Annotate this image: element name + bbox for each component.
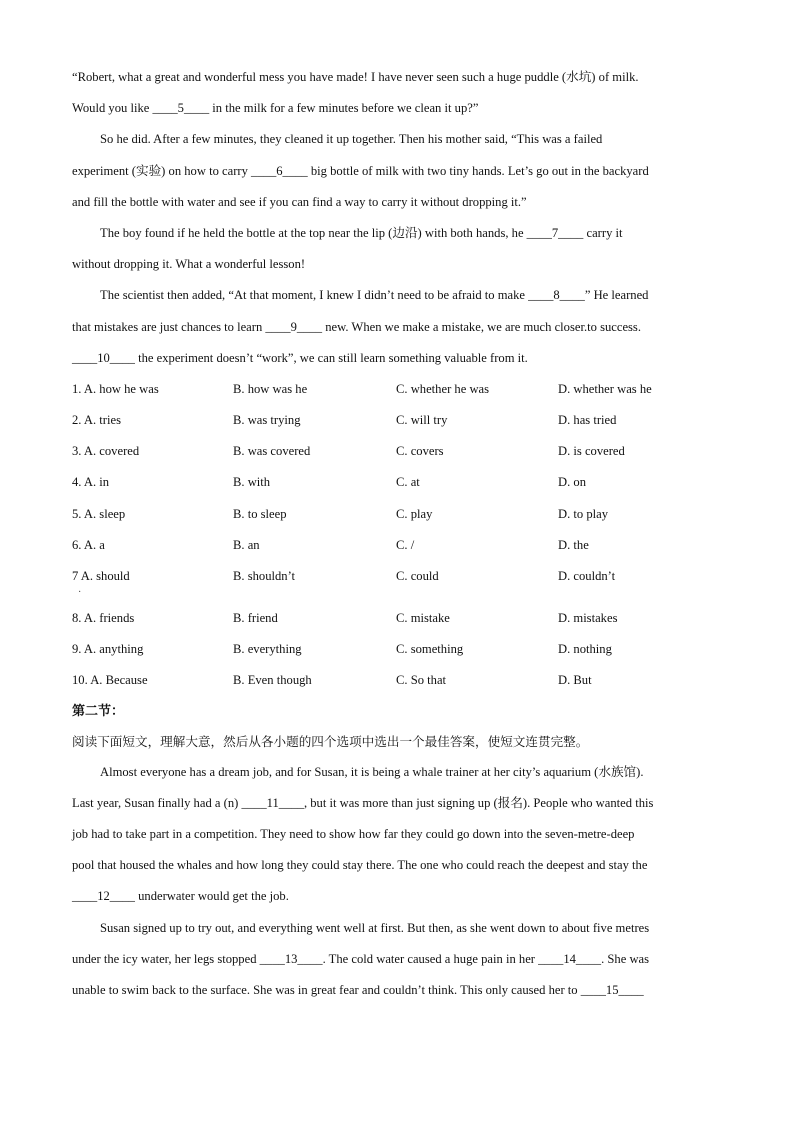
passage-line: experiment (实验) on how to carry ____6____ big bottle of milk with two tiny hands. Let’s go out in the backyard — [72, 163, 649, 178]
question-row — [72, 407, 724, 438]
option-d: D. on — [558, 475, 586, 490]
question-row — [72, 667, 724, 698]
option-b: B. with — [233, 475, 271, 490]
option-a: 7 A. should — [72, 569, 130, 583]
stray-dot: · — [78, 587, 82, 598]
passage-line: job had to take part in a competition. They need to show how far they could go down into the seven-metre-deep — [72, 826, 635, 841]
option-c: C. at — [396, 475, 420, 490]
option-c: C. covers — [396, 444, 444, 459]
passage-line: Almost everyone has a dream job, and for Susan, it is being a whale trainer at her city’s aquarium (水族馆). — [100, 764, 644, 779]
option-b: B. to sleep — [233, 506, 287, 521]
question-row — [72, 563, 724, 605]
option-d: D. couldn’t — [558, 569, 616, 583]
passage-line: ____10____ the experiment doesn’t “work”, we can still learn something valuable from it. — [72, 350, 528, 365]
option-c: C. will try — [396, 413, 448, 428]
question-row — [72, 376, 724, 407]
option-d: D. is covered — [558, 444, 625, 459]
option-a: 9. A. anything — [72, 642, 144, 657]
question-options — [72, 376, 724, 699]
passage-1 — [72, 64, 724, 376]
option-d: D. mistakes — [558, 611, 618, 625]
option-d: D. has tried — [558, 413, 617, 428]
passage-line: ____12____ underwater would get the job. — [72, 889, 289, 904]
passage-line: and fill the bottle with water and see if you can find a way to carry it without dropping it.” — [72, 194, 527, 209]
option-c: C. / — [396, 537, 415, 552]
option-a: 3. A. covered — [72, 444, 140, 459]
passage-line: The scientist then added, “At that moment, I knew I didn’t need to be afraid to make ____8____” He learned — [100, 288, 649, 303]
passage-line: Susan signed up to try out, and everything went well at first. But then, as she went down to about five metres — [100, 920, 650, 935]
section-instruction: 阅读下面短文，理解大意，然后从各小题的四个选项中选出一个最佳答案，使短文连贯完整。 — [72, 733, 589, 749]
option-d: D. to play — [558, 506, 609, 521]
option-b: B. an — [233, 537, 260, 552]
option-c: C. mistake — [396, 611, 450, 625]
option-d: D. But — [558, 673, 592, 688]
passage-2 — [72, 759, 724, 1009]
option-a: 6. A. a — [72, 537, 105, 552]
question-row — [72, 636, 724, 667]
section-title: 第二节： — [72, 703, 125, 719]
question-row — [72, 532, 724, 563]
passage-line: So he did. After a few minutes, they cleaned it up together. Then his mother said, “This was a failed — [100, 132, 603, 147]
option-c: C. whether he was — [396, 381, 490, 396]
option-b: B. was covered — [233, 444, 311, 459]
option-a: 10. A. Because — [72, 673, 148, 688]
option-d: D. nothing — [558, 642, 612, 657]
option-a: 5. A. sleep — [72, 506, 126, 521]
passage-line: under the icy water, her legs stopped ____13____. The cold water caused a huge pain in her ____14____. She was — [72, 951, 650, 966]
option-b: B. how was he — [233, 381, 308, 396]
option-c: C. something — [396, 642, 464, 657]
option-c: C. So that — [396, 673, 447, 688]
passage-line: unable to swim back to the surface. She was in great fear and couldn’t think. This only caused her to ____15____ — [72, 982, 644, 997]
option-b: B. was trying — [233, 413, 301, 428]
option-a: 4. A. in — [72, 475, 110, 490]
option-b: B. Even though — [233, 673, 312, 688]
passage-line: Last year, Susan finally had a (n) ____11____, but it was more than just signing up (报名). People who wanted this — [72, 795, 654, 810]
passage-line: that mistakes are just chances to learn ____9____ new. When we make a mistake, we are much closer.to success. — [72, 319, 641, 334]
passage-line: pool that housed the whales and how long they could stay there. The one who could reach the deepest and stay the — [72, 858, 648, 873]
document-page — [72, 64, 724, 1008]
question-row — [72, 469, 724, 500]
option-a: 8. A. friends — [72, 611, 135, 625]
question-row — [72, 605, 724, 636]
option-b: B. friend — [233, 611, 278, 625]
passage-line: without dropping it. What a wonderful lesson! — [72, 257, 306, 272]
option-c: C. play — [396, 506, 433, 521]
option-a: 1. A. how he was — [72, 381, 159, 396]
passage-line: Would you like ____5____ in the milk for a few minutes before we clean it up?” — [72, 101, 479, 116]
option-b: B. everything — [233, 642, 302, 657]
option-c: C. could — [396, 569, 439, 583]
passage-line: “Robert, what a great and wonderful mess you have made! I have never seen such a huge puddle (水坑) of milk. — [72, 70, 639, 84]
option-d: D. whether was he — [558, 381, 652, 396]
question-row — [72, 438, 724, 469]
passage-line: The boy found if he held the bottle at the top near the lip (边沿) with both hands, he ____7____ carry it — [100, 225, 623, 240]
option-b: B. shouldn’t — [233, 569, 296, 583]
question-row — [72, 501, 724, 532]
option-d: D. the — [558, 537, 589, 552]
option-a: 2. A. tries — [72, 413, 121, 428]
